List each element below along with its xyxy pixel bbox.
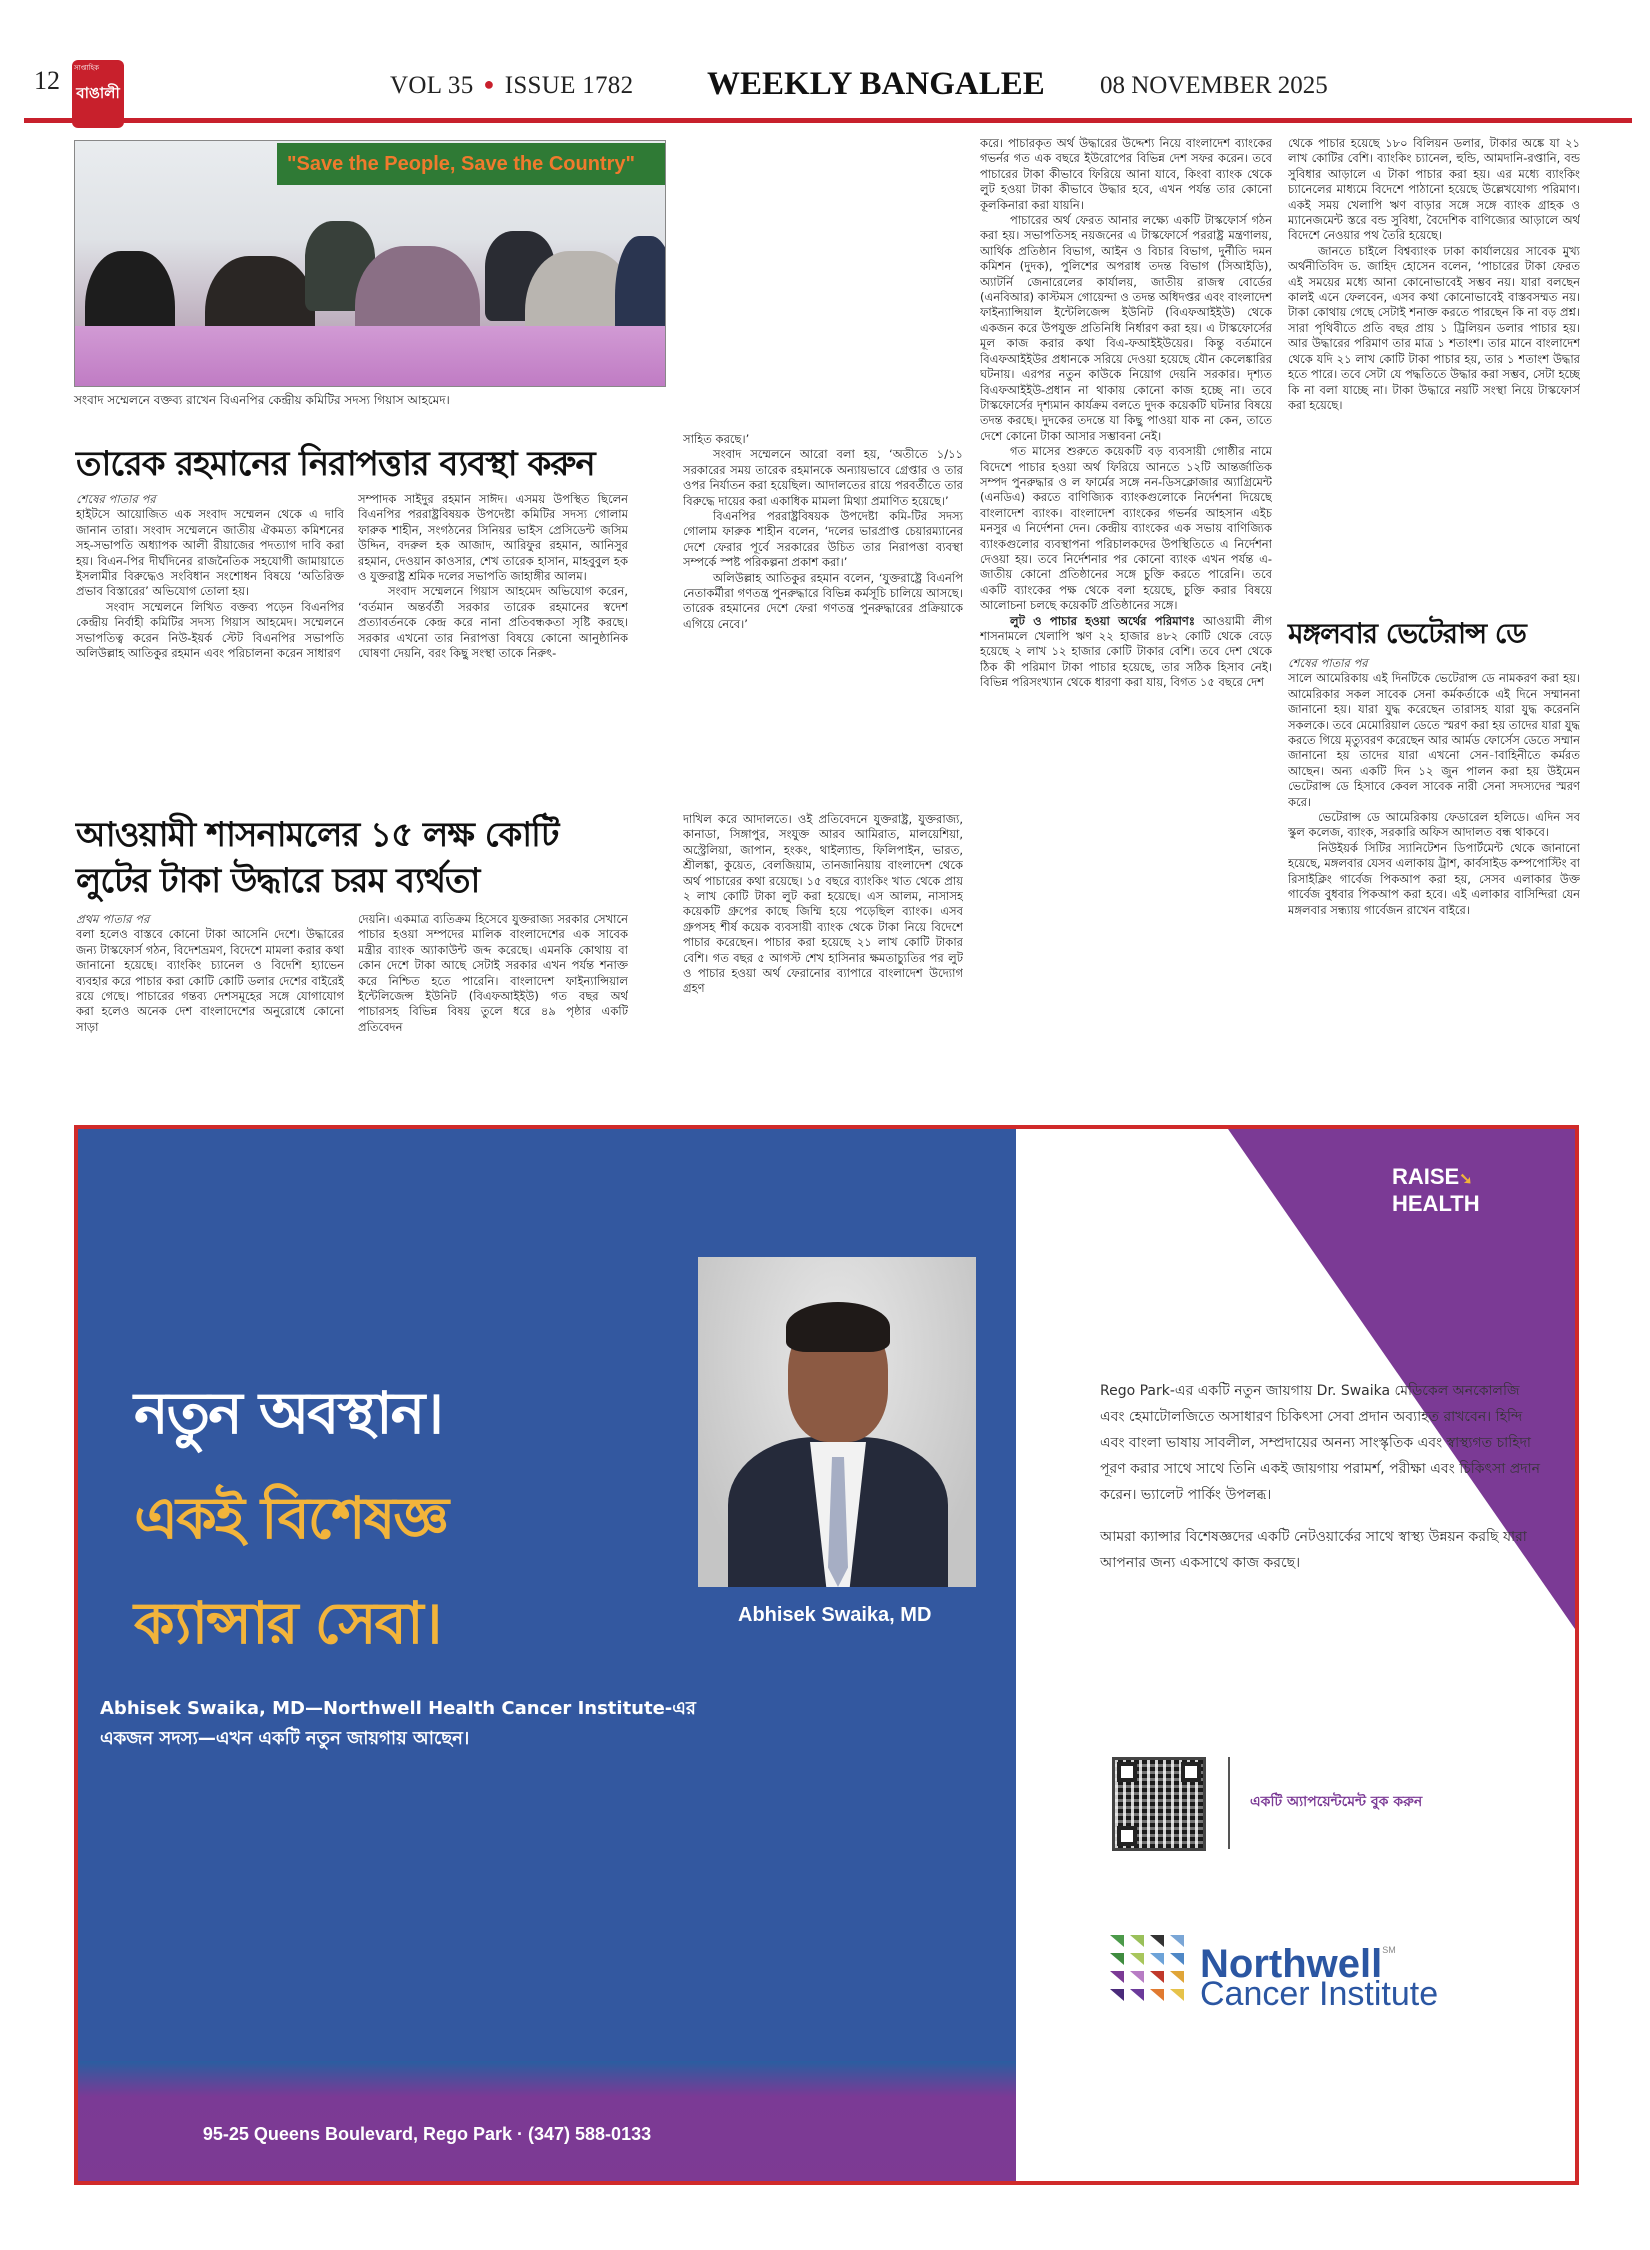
logo-text: বাঙালী (76, 83, 120, 102)
logo-triangle (1110, 1989, 1124, 2001)
article2-headline-line1: আওয়ামী শাসনামলের ১৫ লক্ষ কোটি (76, 815, 559, 855)
article3-paragraph: ভেটেরান্স ডে আমেরিকায় ফেডারেল হলিডে। এদিন সব স্কুল কলেজ, ব্যাংক, সরকারি অফিস আদালত বন্ধ থাকবে। (1288, 810, 1580, 840)
article1-paragraph: সংবাদ সম্মেলনে গিয়াস আহমেদ অভিযোগ করেন, ‘বর্তমান অন্তর্বর্তী সরকার তারেক রহমানের স্বদেশ প্রত্যাবর্তনকে কেন্দ্র করে নানা প্রতিবন্ধকতা সৃষ্টি করছে। সরকার এখনো তার নিরাপত্তা বিষয়ে কোনো আনুষ্ঠানিক ঘোষণা দেয়নি, বরং কিছু সংস্থা তাকে নিরুৎ- (358, 584, 628, 661)
article1-headline: তারেক রহমানের নিরাপত্তার ব্যবস্থা করুন (76, 444, 595, 484)
arrow-icon: ➘ (1459, 1171, 1473, 1188)
article2-paragraph: গত মাসের শুরুতে কয়েকটি বড় ব্যবসায়ী গোষ্ঠীর নামে বিদেশে পাচার হওয়া অর্থ ফিরিয়ে আনতে ১২টি আন্তর্জাতিক সম্পদ পুনরুদ্ধার ও ল ফার্মের সঙ্গে নন-ডিসক্লোজার অ্যাগ্রিমেন্ট (এনডিএ) করতে বাণিজ্যিক ব্যাংকগুলোকে নির্দেশনা দিয়েছে বাংলাদেশ ব্যাংক। বাংলাদেশ ব্যাংকের গভর্নর আহসান এইচ মনসুর এ নির্দেশনা দেন। কেন্দ্রীয় ব্যাংকের এক সভায় বাণিজ্যিক ব্যাংকগুলোর ব্যবস্থাপনা পরিচালকদের উপস্থিতিতে এ নির্দেশনা দেওয়া হয়। তবে নির্দেশনার পর কোনো ব্যাংক এখন পর্যন্ত এ-জাতীয় কোনো প্রতিষ্ঠানের সঙ্গে চুক্তি করতে পারেনি। তবে একটি ব্যাংকের পক্ষ থেকে বলা হয়েছে, চুক্তি করার বিষয়ে আলোচনা চলছে কয়েকটি প্রতিষ্ঠানের সঙ্গে। (980, 444, 1272, 613)
issue-info (390, 72, 633, 100)
article1-paragraph: সংবাদ সম্মেলনে লিখিত বক্তব্য পড়েন বিএনপির কেন্দ্রীয় নির্বাহী কমিটির সদস্য গিয়াস আহমেদ। সম্মেলনে সভাপতিত্ব করেন নিউ-ইয়র্ক স্টেট বিএনপির সভাপতি অলিউল্লাহ আতিকুর রহমান এবং পরিচালনা করেন সাধারণ (76, 599, 344, 661)
qr-divider (1228, 1757, 1230, 1849)
article1-col1 (76, 492, 344, 792)
article3-headline: মঙ্গলবার ভেটেরান্স ডে (1288, 617, 1526, 650)
ad-body-copy (1100, 1378, 1545, 1592)
article2-paragraph: বলা হলেও বাস্তবে কোনো টাকা আসেনি দেশে। উদ্ধারের জন্য টাস্কফোর্স গঠন, বিদেশভ্রমণ, বিদেশে মামলা করার কথা জানানো হয়েছে। ব্যাংকিং চ্যানেল ও বিদেশি হ্যাভেন ব্যবহার করে পাচার করা কোটি কোটি ডলার দেশের বাইরেই রয়ে গেছে। পাচারের গন্তব্য দেশসমূহের সঙ্গে যোগাযোগ করা হলেও অনেক দেশ বাংলাদেশের অনুরোধে কোনো সাড়া (76, 927, 344, 1034)
article2-paragraph: দেয়নি। একমাত্র ব্যতিক্রম হিসেবে যুক্তরাজ্য সরকার সেখানে পাচার হওয়া সম্পদের মালিক বাংলাদেশের এক সাবেক মন্ত্রীর ব্যাংক অ্যাকাউন্ট জব্দ করেছে। এমনকি কোথায় বা কোন দেশে টাকা আছে সেটাই সরকার এখন পর্যন্ত শনাক্ত করে নিশ্চিত হতে পারেনি। বাংলাদেশ ফাইন্যান্সিয়াল ইন্টেলিজেন্স ইউনিট (বিএফআইইউ) গত বছর অর্থ পাচারসহ বিভিন্ন বিষয় তুলে ধরে ৪৯ পৃষ্ঠার একটি প্রতিবেদন (358, 912, 628, 1034)
logo-triangle (1130, 1971, 1144, 1983)
logo-triangle (1150, 1971, 1164, 1983)
article2-paragraph: করে। পাচারকৃত অর্থ উদ্ধারের উদ্দেশ্য নিয়ে বাংলাদেশ ব্যাংকের গভর্নর গত এক বছরে ইউরোপের বিভিন্ন দেশ সফর করেন। তবে পাচারের টাকা কীভাবে ফিরিয়ে আনা যাবে, কিংবা ব্যাংক থেকে লুট হওয়া টাকা কীভাবে উদ্ধার হবে, এখন পর্যন্ত তার কোনো কূলকিনারা করা যায়নি। (980, 136, 1272, 212)
northwell-logo-icon (1110, 1935, 1190, 2015)
article2-col2 (358, 912, 628, 1112)
article3-paragraph: নিউইয়র্ক সিটির স্যানিটেশন ডিপার্টমেন্ট থেকে জানানো হয়েছে, মঙ্গলবার যেসব এলাকায় ট্রাশ, কার্বসাইড কম্পপোস্টিং বা রিসাইক্লিং গার্বেজ পিকআপ করা হয়, সেসব এলাকার উক্ত গার্বেজ বুধবার পিকআপ করা হবে। এই এলাকার বাসিন্দিরা যেন মঙ্গলবার সন্ধ্যায় গার্বেজন রাখেন বাইরে। (1288, 840, 1580, 917)
logo-small-text: সাপ্তাহিক (74, 64, 100, 72)
article2-headline-line2: লুটের টাকা উদ্ধারে চরম ব্যর্থতা (76, 861, 480, 901)
raise-text: RAISE (1392, 1164, 1460, 1189)
photo-banner: "Save the People, Save the Country" (277, 143, 666, 185)
page-number: 12 (34, 66, 60, 95)
qr-finder (1181, 1762, 1201, 1782)
article2-kicker: প্রথম পাতার পর (76, 912, 150, 926)
subsection-text: আওয়ামী লীগ শাসনামলে খেলাপি ঋণ ২২ হাজার ৪৮২ কোটি থেকে বেড়ে হয়েছে ২ লাখ ১২ হাজার কোটি টাকার বেশি। তবে দেশ থেকে ঠিক কী পরিমাণ টাকা পাচার হয়েছে, তার সঠিক হিসাব নেই। বিভিন্ন পরিসংখ্যান থেকে ধারণা করা যায়, বিগত ১৫ বছরে দেশ (980, 613, 1272, 690)
northwell-text: Northwell (1200, 1942, 1383, 1986)
ad-footer-band (78, 2061, 1016, 2181)
logo-triangle (1170, 1989, 1184, 2001)
doctor-hair (786, 1302, 890, 1352)
article1-paragraph: সংবাদ সম্মেলনে আরো বলা হয়, ‘অতীতে ১/১১ সরকারের সময় তারেক রহমানকে অন্যায়ভাবে গ্রেপ্তার ও তার ওপর নির্যাতন করা হয়েছিল। আদালতের রায়ে পরবর্তীতে তার বিরুদ্ধে দায়ের করা একাধিক মামলা মিথ্যা প্রমাণিত হয়েছে।’ (683, 447, 963, 508)
article1-paragraph: বিএনপির পররাষ্ট্রবিষয়ক উপদেষ্টা কমি-টির সদস্য গোলাম ফারুক শাহীন বলেন, ‘দলের ভারপ্রাপ্ত চেয়ারম্যানের দেশে ফেরার পূর্বে সরকারের উচিত তার নিরাপত্তা ব্যবস্থা সম্পর্কে স্পষ্ট পরিকল্পনা প্রকাশ করা।’ (683, 509, 963, 570)
ad-headline-line1: নতুন অবস্থান। (134, 1379, 443, 1447)
logo-triangle (1110, 1935, 1124, 1947)
article2-paragraph: থেকে পাচার হয়েছে ১৮০ বিলিয়ন ডলার, টাকার অঙ্কে যা ২১ লাখ কোটির বেশি। ব্যাংকিং চ্যানেল, হুন্ডি, আমদানি-রপ্তানি, বন্ড সুবিধার আড়ালে এ টাকা পাচার করা হয়। এর মধ্যে ব্যাংকিং চ্যানেলের মাধ্যমে বিদেশে পাঠানো হয়েছে উল্লেখযোগ্য পরিমাণ। একই সময় খেলাপি ঋণ বাড়ার সঙ্গে সঙ্গে ব্যাংক গ্রাহক ও ম্যানেজমেন্ট স্তরে বন্ড সুবিধা, বৈদেশিক বাণিজ্যের আড়ালে অর্থ বিদেশে নেওয়ার পথ তৈরি হয়েছে। (1288, 136, 1580, 243)
article1-paragraph: সম্পাদক সাইদুর রহমান সাঈদ। এসময় উপস্থিত ছিলেন বিএনপির পররাষ্ট্রবিষয়ক উপদেষ্টা কমিটির সদস্য গোলাম ফারুক শাহীন, সংগঠনের সিনিয়র ভাইস প্রেসিডেন্ট জসিম উদ্দিন, বদরুল হক আজাদ, আরিফুর রহমান, আনিসুর রহমান, দেওয়ান কাওসার, শেখ তারেক হাসান, মাহবুবুল হক ও যুক্তরাষ্ট্র শ্রমিক দলের সভাপতি জাহাঙ্গীর আলম। (358, 492, 628, 584)
subsection-lead: লুট ও পাচার হওয়া অর্থের পরিমাণঃ (1010, 613, 1196, 628)
doctor-name: Abhisek Swaika, MD (738, 1604, 932, 1626)
cancer-institute-text: Cancer Institute (1200, 1975, 1439, 2013)
qr-finder (1117, 1762, 1137, 1782)
article1-paragraph: সাহিত করছে।’ (683, 432, 750, 446)
article3-kicker: শেষের পাতার পর (1288, 656, 1368, 670)
service-mark: SM (1382, 1945, 1396, 1955)
logo-triangle (1130, 1953, 1144, 1965)
book-appointment-link[interactable]: একটি অ্যাপয়েন্টমেন্ট বুক করুন (1250, 1794, 1423, 1810)
photo-caption: সংবাদ সম্মেলনে বক্তব্য রাখেন বিএনপির কেন্দ্রীয় কমিটির সদস্য গিয়াস আহমেদ। (74, 393, 450, 407)
raise-health-logo (1392, 1165, 1480, 1216)
logo-triangle (1150, 1935, 1164, 1947)
article2-col4 (980, 136, 1272, 1112)
ad-headline-line3: ক্যান্সার সেবা। (134, 1589, 441, 1657)
ad-address: 95-25 Queens Boulevard, Rego Park · (347) 588-0133 (202, 2124, 652, 2144)
logo-triangle (1150, 1989, 1164, 2001)
logo-triangle (1110, 1971, 1124, 1983)
doctor-portrait (698, 1257, 976, 1587)
masthead-rule (24, 118, 1632, 123)
article2-paragraph: দাখিল করে আদালতে। ওই প্রতিবেদনে যুক্তরাষ্ট্র, যুক্তরাজ্য, কানাডা, সিঙ্গাপুর, সংযুক্ত আরব আমিরাত, মালয়েশিয়া, অস্ট্রেলিয়া, জাপান, হংকং, থাইল্যান্ড, ফিলিপাইন, ভারত, শ্রীলঙ্কা, কুয়েত, বেলজিয়াম, তানজানিয়ায় বাংলাদেশ থেকে অর্থ পাচারের কথা রয়েছে। ১৫ বছরে ব্যাংকিং খাত থেকে প্রায় ২ লাখ কোটি টাকা লুট করা হয়েছে। এস আলম, নাসাসহ কয়েকটি গ্রুপের কাছে জিম্মি হয়ে পড়েছিল ব্যাংক। এসব গ্রুপসহ শীর্ষ কয়েক ব্যবসায়ী ব্যাংক থেকে টাকা নিয়ে বিদেশে পাচার করেছেন। পাচার করা হয়েছে ২১ লাখ কোটি টাকার বেশি। গত বছর ৫ আগস্ট শেখ হাসিনার ক্ষমতাচ্যুতির পর লুট ও পাচার হওয়া অর্থ ফেরানোর ব্যাপারে বাংলাদেশ উদ্যোগ গ্রহণ (683, 812, 963, 996)
article2-subsection (980, 614, 1272, 691)
logo-triangle (1170, 1935, 1184, 1947)
article1-col2 (358, 492, 628, 792)
article1-paragraph: অলিউল্লাহ আতিকুর রহমান বলেন, ‘যুক্তরাষ্ট্রে বিএনপি নেতাকর্মীরা গণতন্ত্র পুনরুদ্ধারে বিভিন্ন কর্মসূচি চালিয়ে আসছে। তারেক রহমানের দেশে ফেরা গণতন্ত্র পুনরুদ্ধারের প্রক্রিয়াকে এগিয়ে নেবে।’ (683, 570, 963, 631)
article2-paragraph: জানতে চাইলে বিশ্বব্যাংক ঢাকা কার্যালয়ের সাবেক মুখ্য অর্থনীতিবিদ ড. জাহিদ হোসেন বলেন, ‘পাচারের টাকা ফেরত এই সময়ের মধ্যে আনা কোনোভাবেই সম্ভব নয়। যারা বলছেন কালই এনে ফেলবেন, এসব কথা কোনোভাবেই বাস্তবসম্মত নয়। টাকা কোথায় গেছে সেটাই শনাক্ত করতে পারছেন কি না বড় প্রশ্ন। সারা পৃথিবীতে প্রতি বছর প্রায় ১ ট্রিলিয়ন ডলার পাচার হয়। আর উদ্ধারের পরিমাণ তার মাত্র ১ শতাংশ। তার মানে বাংলাদেশ থেকে যদি ২১ লাখ কোটি টাকা পাচার হয়, তার ১ শতাংশ উদ্ধার হতে পারে। তবে সেটা যে পদ্ধতিতে উদ্ধার করা সম্ভব, সেটা হচ্ছে কি না বলা যাচ্ছে না। টাকা উদ্ধারে নয়টি সংস্থা নিয়ে টাস্কফোর্স করা হয়েছে। (1288, 243, 1580, 412)
article1-paragraph: হাইটসে আয়োজিত এক সংবাদ সম্মেলন থেকে এ দাবি জানান তারা। সংবাদ সম্মেলনে জাতীয় ঐকমত্য কমিশনের সহ-সভাপতি অধ্যাপক আলী রীয়াজের পদত্যাগ দাবি করা হয়। বিএন-পির দীর্ঘদিনের রাজনৈতিক সহযোগী জামায়াতে ইসলামীর বিরুদ্ধেও সংবিধান সংশোধন বিষয়ে ‘অতিরিক্ত প্রভাব বিস্তারের’ অভিযোগ তোলা হয়। (76, 507, 344, 599)
logo-triangle (1150, 1953, 1164, 1965)
logo-triangle (1170, 1953, 1184, 1965)
qr-finder (1117, 1826, 1137, 1846)
ad-headline-line2: একই বিশেষজ্ঞ (134, 1484, 448, 1552)
article1-kicker: শেষের পাতার পর (76, 492, 156, 506)
article2-paragraph: পাচারের অর্থ ফেরত আনার লক্ষ্যে একটি টাস্কফোর্স গঠন করা হয়। সভাপতিসহ নয়জনের এ টাস্কফোর্সে পররাষ্ট্র মন্ত্রণালয়, আর্থিক প্রতিষ্ঠান বিভাগ, আইন ও বিচার বিভাগ, দুর্নীতি দমন কমিশন (দুদক), পুলিশের অপরাধ তদন্ত বিভাগ (সিআইডি), অ্যাটর্নি জেনারেলের কার্যালয়, জাতীয় রাজস্ব বোর্ডের (এনবিআর) কাস্টমস গোয়েন্দা ও তদন্ত অধিদপ্তর এবং বাংলাদেশ ফাইন্যান্সিয়াল ইন্টেলিজেন্স ইউনিট (বিএফআইইউ) থেকে একজন করে উপযুক্ত প্রতিনিধি নির্ধারণ করা হয়। এ টাস্কফোর্সের মূল কাজ করার কথা বিএ-ফআইইউয়ের। কিন্তু বর্তমানে বিএফআইইউর প্রধানকে সরিয়ে দেওয়া হয়েছে যৌন কেলেঙ্কারির ঘটনায়। এরপর নতুন কাউকে নিয়োগ দেয়নি সরকার। দৃশ্যত বিএফআইইউ-প্রধান না থাকায় কোনো কাজ হচ্ছে না। তবে টাস্কফোর্সের দৃশ্যমান কার্যক্রম বলতে দুদক কয়েকটি ঘটনার বিষয়ে তদন্ত করছে। দুদকের তদন্তে যা কিছু পাওয়া যাক না কেন, তাতে দেশে কোনো টাকা আসার সম্ভাবনা নেই। (980, 213, 1272, 443)
logo-triangle (1130, 1989, 1144, 2001)
issue: ISSUE 1782 (504, 72, 634, 99)
bullet-icon: ● (483, 74, 495, 94)
article2-col1 (76, 912, 344, 1112)
doctor-description-line1: Abhisek Swaika, MD—Northwell Health Cancer Institute-এর (100, 1698, 696, 1719)
qr-code-icon[interactable] (1112, 1757, 1206, 1851)
logo-triangle (1130, 1935, 1144, 1947)
table-cloth (75, 326, 665, 386)
volume: VOL 35 (390, 72, 474, 99)
article3-paragraph: সালে আমেরিকায় এই দিনটিকে ভেটেরান্স ডে নামকরণ করা হয়। আমেরিকার সকল সাবেক সেনা কর্মকর্তাকে এই দিনে সম্মাননা জানানো হয়। যারা যুদ্ধ করেছেন তারাসহ যারা যুদ্ধ করেননি সকলকে। তবে মেমোরিয়াল ডেতে স্মরণ করা হয় তাদের যারা যুদ্ধ করতে গিয়ে মৃত্যুবরণ করেছেন আর আর্মড ফোর্সেস ডেতে সম্মান জানানো হয় তাদের যারা এখনো সেন-াবাহিনীতে কর্মরত আছেন। অন্য একটি দিন ১২ জুন পালন করা হয় উইমেন ভেটেরান্স ডে হিসাবে কেবল সাবেক নারী সেনা সদস্যদের স্মরণ করে। (1288, 671, 1580, 809)
doctor-description-line2: একজন সদস্য—এখন একটি নতুন জায়গায় আছেন। (100, 1728, 470, 1749)
publication-title: WEEKLY BANGALEE (707, 66, 1045, 102)
article2-col3 (683, 812, 963, 1112)
article3-body (1288, 656, 1580, 1112)
article2-headline (76, 812, 558, 904)
health-text: HEALTH (1392, 1191, 1480, 1216)
article1-col3 (683, 432, 963, 792)
logo-triangle (1170, 1971, 1184, 1983)
press-conference-photo (74, 140, 666, 387)
ad-copy-para2: আমরা ক্যান্সার বিশেষজ্ঞদের একটি নেটওয়ার্কের সাথে স্বাস্থ্য উন্নয়ন করছি যারা আপনার জন্য একসাথে কাজ করছে। (1100, 1529, 1527, 1571)
masthead (0, 0, 1650, 125)
doctor-description (100, 1694, 696, 1754)
ad-copy-para1: Rego Park-এর একটি নতুন জায়গায় Dr. Swaika মেডিকেল অনকোলজি এবং হেমাটোলজিতে অসাধারণ চিকিৎসা সেবা প্রদান অব্যাহত রাখবেন। হিন্দি এবং বাংলা ভাষায় সাবলীল, সম্প্রদায়ের অনন্য সাংস্কৃতিক এবং স্বাস্থ্যগত চাহিদা পূরণ করার সাথে সাথে তিনি একই জায়গায় পরামর্শ, পরীক্ষা এবং চিকিৎসা প্রদান করেন। ভ্যালেট পার্কিং উপলব্ধ। (1100, 1383, 1541, 1503)
issue-date: 08 NOVEMBER 2025 (1100, 72, 1328, 99)
logo-triangle (1110, 1953, 1124, 1965)
article2-col5 (1288, 136, 1580, 606)
